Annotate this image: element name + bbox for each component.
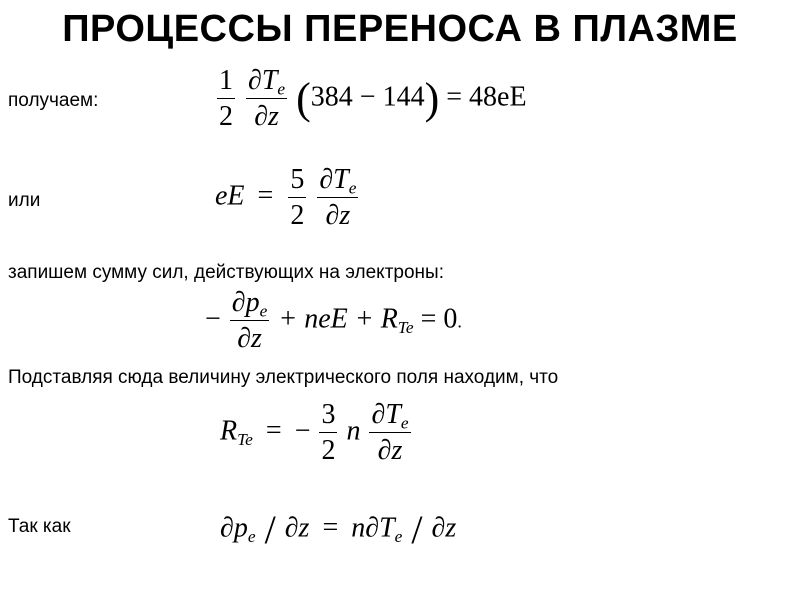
numerator: $\partial p_e$ [231, 287, 268, 321]
denominator: ∂z [325, 200, 351, 232]
denominator: 2 [290, 200, 305, 232]
fraction-dpe-dz [230, 288, 270, 354]
lhs: eE [215, 180, 245, 212]
fraction-dTe-dz [317, 165, 358, 231]
denominator: ∂z [377, 435, 403, 467]
equation-3: − $\frac{\partial p_e}{\partial z}$ + neE + $R_{Te} = 0$. [205, 287, 462, 355]
numerator: $\partial T_e$ [248, 65, 286, 99]
fraction-five-halves [288, 165, 306, 231]
fraction-one-half [217, 66, 235, 132]
fraction-three-halves [319, 400, 337, 466]
difference: 384 − 144 [310, 81, 425, 113]
equation-4: $R_{Te}$ = − $\frac{3}{2}$ n $\frac{\partial T_e}{\partial z}$ [220, 399, 409, 467]
numerator: $\partial T_e$ [371, 399, 409, 433]
label-ili: или [8, 190, 41, 211]
label-substituting: Подставляя сюда величину электрического поля находим, что [8, 367, 559, 388]
numerator: 1 [217, 66, 235, 99]
rhs: = 48eE [446, 81, 527, 113]
denominator: ∂z [237, 323, 262, 355]
label-poluchaem: получаем: [8, 90, 99, 111]
equation-2: eE = $\frac{5}{2}$ $\frac{\partial T_e}{\partial z}$ [215, 164, 357, 232]
numerator: 3 [319, 400, 337, 433]
equation-5: $\partial p_e / \partial z = n\partial T_e / \partial z$ [220, 507, 457, 552]
denominator: 2 [219, 101, 233, 133]
denominator: ∂z [254, 101, 279, 133]
numerator: 5 [288, 165, 306, 198]
numerator: $\partial T_e$ [319, 164, 357, 198]
label-tak-kak: Так как [8, 516, 71, 537]
page-title: ПРОЦЕССЫ ПЕРЕНОСА В ПЛАЗМЕ [62, 8, 738, 50]
label-sum-of-forces: запишем сумму сил, действующих на электроны: [8, 262, 444, 283]
fraction-dTe-dz [246, 66, 287, 132]
fraction-dTe-dz [369, 400, 410, 466]
equation-1: $\frac{1}{2}$ $\frac{\partial T_e}{\partial z}$ (384 − 144) = 48eE [219, 65, 527, 133]
denominator: 2 [321, 435, 336, 467]
